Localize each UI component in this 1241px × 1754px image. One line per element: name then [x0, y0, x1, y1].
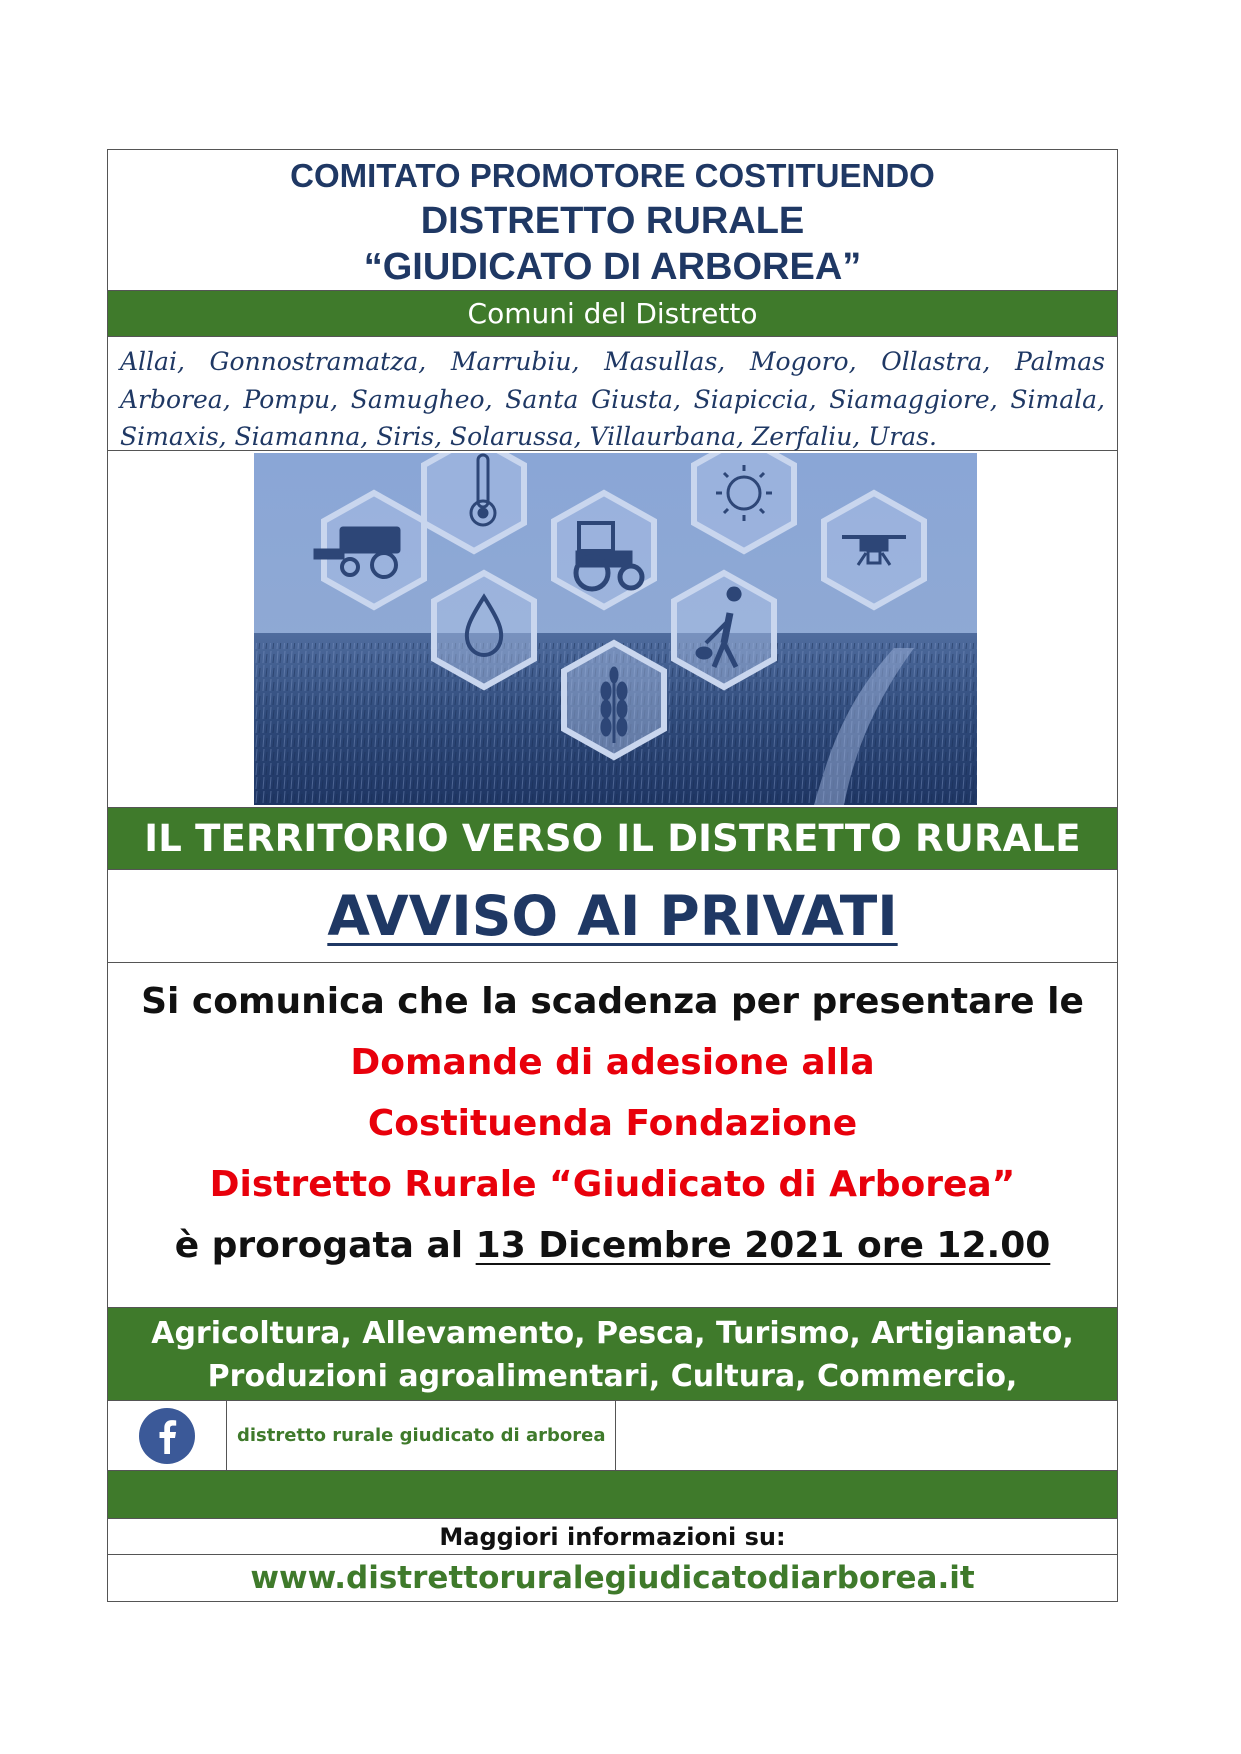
- facebook-icon[interactable]: [138, 1407, 196, 1465]
- avviso-row: [108, 870, 1117, 963]
- notice-line-4: Distretto Rurale “Giudicato di Arborea”: [209, 1164, 1016, 1205]
- sectors-line-2: Produzioni agroalimentari, Cultura, Commercio, Associazioni: [207, 1359, 1018, 1437]
- header-giudicato: “GIUDICATO DI ARBOREA”: [363, 246, 862, 288]
- header-committee: COMITATO PROMOTORE COSTITUENDO: [290, 157, 935, 194]
- territorio-banner: IL TERRITORIO VERSO IL DISTRETTO RURALE: [108, 808, 1117, 870]
- notice-line-3: Costituenda Fondazione: [367, 1103, 858, 1144]
- website-link[interactable]: www.distrettoruralegiudicatodiarborea.it: [250, 1560, 975, 1596]
- sectors-line-1: Agricoltura, Allevamento, Pesca, Turismo, Artigianato,: [151, 1316, 1074, 1351]
- header: [108, 150, 1117, 291]
- more-info-label: Maggiori informazioni su:: [108, 1519, 1117, 1555]
- notice-block: [108, 963, 1117, 1308]
- towns-list: Allai, Gonnostramatza, Marrubiu, Masullas, Mogoro, Ollastra, Palmas Arborea, Pompu, Samugheo, Santa Giusta, Siapiccia, Siamaggiore, Simala, Simaxis, Siamanna, Siris, Solarussa, Villaurbana, Zerfaliu, Uras.: [108, 337, 1117, 451]
- notice-line-5: [108, 1215, 1117, 1276]
- notice-line-1: Si comunica che la scadenza per presentare le: [141, 981, 1084, 1022]
- notice-line-2: Domande di adesione alla: [350, 1042, 875, 1083]
- green-divider-bar: [108, 1471, 1117, 1519]
- comuni-title: Comuni del Distretto: [108, 291, 1117, 337]
- facebook-page-name[interactable]: distretto rurale giudicato di arborea: [227, 1401, 616, 1470]
- avviso-title: AVVISO AI PRIVATI: [327, 884, 898, 948]
- poster: [107, 149, 1118, 1602]
- smart-agriculture-image: [254, 453, 977, 805]
- header-district: DISTRETTO RURALE: [420, 200, 805, 242]
- deadline-date: 13 Dicembre 2021 ore 12.00: [475, 1225, 1051, 1266]
- social-row: [108, 1401, 1117, 1471]
- facebook-cell: [108, 1401, 227, 1470]
- image-row: [108, 451, 1117, 808]
- social-empty-cell: [616, 1401, 1117, 1470]
- deadline-prefix: è prorogata al: [174, 1225, 464, 1266]
